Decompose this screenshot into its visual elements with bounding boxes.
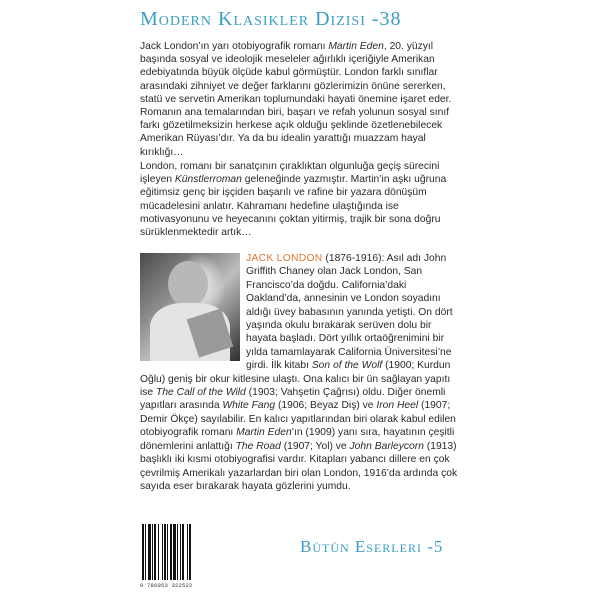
author-bio-text: (1876-1916): Asıl adı John Griffith Chaney olan Jack London, San Francisco’da doğdu. California’daki Oakland’da, annesinin ve London soyadını aldığı üvey babasının yanında yetişti. On dört yaşında okulu bırakarak serüven dolu bir hayata başladı. Dört yıllık ortaöğrenimini bir yılda tamamlayarak California Üniversitesi’ne girdi. İlk kitabı Son of the Wolf (1900; Kurdun Oğlu) geniş bir okur kitlesine ulaştı. Ona kalıcı bir ün sağlayan yapıtı ise The Call of the Wild (1903; Vahşetin Çağrısı) oldu. Diğer önemli yapıtları arasında White Fang (1906; Beyaz Diş) ve Iron Heel (1907; Demir Ökçe) sayılabilir. En kalıcı yapıtlarından biri olarak kabul edilen otobiyografik romanı Martin Eden’ın (1909) yanı sıra, hayatının çeşitli dönemlerini anlattığı The Road (1907; Yol) ve John Barleycorn (1913) başlıklı iki kısmi otobiyografisi vardır. Kitapları yabancı dillere en çok çevrilmiş Amerikalı yazarlardan biri olan London, 1916’da ardında çok sayıda eser bırakarak hayata gözlerini yumdu. [140,253,458,492]
series-title: Modern Klasikler Dizisi -38 [140,8,402,30]
complete-works-label: Bütün Eserleri -5 [300,537,444,556]
description-paragraph-1: Jack London’ın yarı otobiyografik romanı Martin Eden, 20. yüzyıl başında sosyal ve ideolojik meseleler ağırlıklı içeriğiyle Amerikan edebiyatında büyük ölçüde kabul görmüştür. London farklı sınıflar arasındaki zihniyet ve değer farklarını gözlerimizin önüne sererken, statü ve servetin Amerikan toplumundaki hayati önemine işaret eder. Romanın ana temalarından biri, başarı ve refah yolunun sosyal sınıf farkı gözetilmeksizin herkese açık olduğu şeklinde özetlenebilecek Amerikan Rüyası’dır. Ya da bu idealin yarattığı muazzam hayal kırıklığı… [140,41,452,158]
barcode [140,524,204,582]
isbn-number: 9 786053 322522 [140,582,193,589]
author-name: JACK LONDON [246,253,323,264]
description-paragraph-2: London, romanı bir sanatçının çıraklıktan olgunluğa geçiş sürecini işleyen Künstlerroman geleneğinde yazmıştır. Martin’in aşkı uğruna eğitimsiz genç bir işçiden başarılı ve rafine bir yazara dönüşüm mücadelesini anlatır. Kahramanı hedefine ulaştığında ise motivasyonunu ve heyecanını çoktan yitirmiş, trajik bir sona doğru sürüklenmektedir artık… [140,161,447,239]
author-bio [140,252,460,493]
